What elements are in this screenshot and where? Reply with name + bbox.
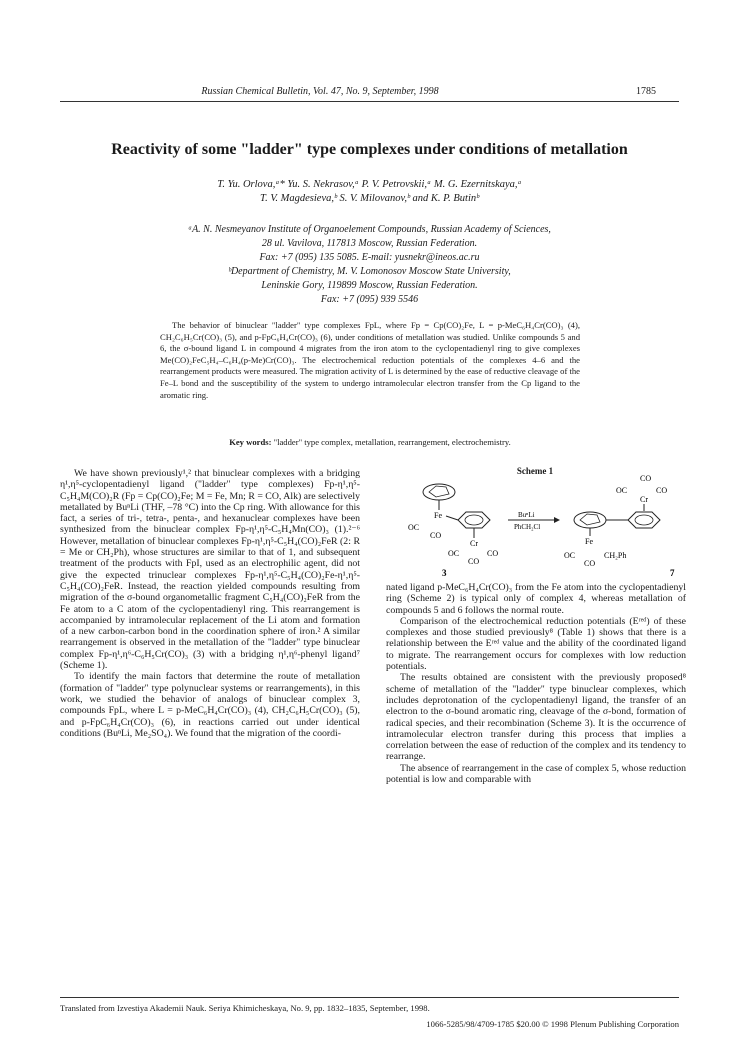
cp-ring-inner	[429, 486, 449, 497]
keywords-text: "ladder" type complex, metallation, rearrangement, electrochemistry.	[273, 437, 511, 447]
paragraph: The absence of rearrangement in the case of complex 5, whose reduction potential is low and comparable with	[386, 762, 686, 786]
co-label: CO	[640, 474, 652, 483]
author-line: T. V. Magdesieva,ᵇ S. V. Milovanov,ᵇ and K. P. Butinᵇ	[260, 193, 479, 204]
compound-7	[564, 474, 675, 578]
affiliation-line: Leninskie Gory, 119899 Moscow, Russian Federation.	[261, 280, 478, 291]
paragraph: We have shown previously¹,² that binuclear complexes with a bridging η¹,η⁵-cyclopentadienyl ligand ("ladder" type complexes) Fp-η¹,η⁵-C₅H₄M(CO)₂R (Fp = Cp(CO)₂Fe; M = Fe, Mn; R = CO, Alk) are selectively metallated by BuⁿLi (THF, –78 °C) into the Cp ring. With allowance for this fact, a series of tri-, tetra-, penta-, and hexanuclear complexes have been synthesized from the binuclear complex Fp-η¹,η⁵-C₅H₄Mn(CO)₃ (1).²⁻⁶ However, metallation of binuclear complexes Fp-η¹,η⁵-C₅H₄(CO)₂FeR (2: R = Me or CH₂Ph), whose structures are similar to that of 1, and subsequent treatment of the products with FpI, used as an electrophilic agent, did not give the expected trinuclear complexes Fp-η¹,η⁵-C₅H₄(CO)₂Fe-η¹,η⁵-C₅H₄(CO)₂FeR. Instead, the reaction yielded compounds resulting from migration of the σ-bound organometallic fragment C₅H₄(CO)₂FeR from the Fe atom to a C atom of the cyclopentadienyl ring. This rearrangement is accompanied by intramolecular replacement of the Li atom and formation of a new carbon-carbon bond in the coordination sphere of iron.² A similar rearrangement is observed in the metallation of the "ladder" type binuclear complex Fp-η¹,η⁶-C₆H₅Cr(CO)₃ (3) with a bridging η¹,η⁶-phenyl ligand⁷ (Scheme 1).	[60, 468, 360, 672]
affiliation-line: ᵃA. N. Nesmeyanov Institute of Organoelement Compounds, Russian Academy of Sciences,	[188, 224, 551, 235]
abstract	[160, 320, 580, 401]
cr-atom: Cr	[640, 495, 648, 504]
reagent-bottom: PhCH₂Cl	[514, 523, 541, 531]
affiliation-line: 28 ul. Vavilova, 117813 Moscow, Russian Federation.	[261, 238, 478, 249]
affiliation-line: ᵇDepartment of Chemistry, M. V. Lomonosov Moscow State University,	[228, 266, 511, 277]
benzene-inner	[635, 515, 653, 525]
right-column	[386, 582, 686, 785]
left-column	[60, 468, 360, 739]
page-number: 1785	[636, 86, 656, 97]
translation-note: Translated from Izvestiya Akademii Nauk. Seriya Khimicheskaya, No. 9, pp. 1832–1835, September, 1998.	[60, 1003, 430, 1013]
keywords	[160, 437, 580, 447]
scheme-1-diagram	[384, 474, 694, 578]
co-label: CO	[430, 531, 442, 540]
header-rule	[60, 101, 679, 102]
benzene-inner	[465, 515, 483, 525]
co-label: CO	[487, 549, 499, 558]
journal-header: Russian Chemical Bulletin, Vol. 47, No. 9, September, 1998	[201, 86, 439, 97]
cr-atom: Cr	[470, 539, 478, 548]
reagent-top: BuⁿLi	[518, 511, 535, 519]
fe-atom: Fe	[434, 511, 442, 520]
keywords-label: Key words:	[229, 437, 272, 447]
co-label: CO	[468, 557, 480, 566]
abstract-text: The behavior of binuclear "ladder" type complexes FpL, where Fp = Cp(CO)₂Fe, L = p-MeC₆H₄Cr(CO)₃ (4), CH₂C₆H₅Cr(CO)₃ (5), and p-FpC₆H₄Cr(CO)₃ (6), under conditions of metallation was studied. Unlike compounds 5 and 6, the σ-bound ligand L in compound 4 migrates from the iron atom to the cyclopentadienyl ring to give complexes Me(CO)₂FeC₅H₄–C₆H₄(p-Me)Cr(CO)₃. The electrochemical reduction potentials of the complexes 4–6 and the rearrangement products were measured. The migration activity of L is determined by the ease of reductive cleavage of the Fe–L bond and the susceptibility of the system to undergo intramolecular electron transfer from the Cp ligand to the aromatic ring.	[160, 320, 580, 400]
affiliation-line: Fax: +7 (095) 135 5085. E-mail: yusnekr@ineos.ac.ru	[259, 252, 480, 263]
footer-rule	[60, 997, 679, 998]
co-label: CO	[584, 559, 596, 568]
oc-label: OC	[408, 523, 420, 532]
copyright-line: 1066-5285/98/4709-1785 $20.00 © 1998 Plenum Publishing Corporation	[426, 1019, 679, 1029]
compound-number: 3	[442, 568, 447, 578]
co-label: CO	[656, 486, 668, 495]
oc-label: OC	[616, 486, 628, 495]
arrow-head	[554, 517, 560, 523]
affiliations	[60, 223, 679, 307]
compound-3	[408, 484, 498, 578]
ch2ph-label: CH₂Ph	[604, 551, 627, 560]
benzene-ring	[628, 512, 660, 528]
benzene-ring	[458, 512, 490, 528]
scheme-title: Scheme 1	[516, 466, 554, 476]
compound-number: 7	[670, 568, 675, 578]
cp-ring-inner	[580, 514, 600, 525]
author-list	[60, 178, 679, 206]
paragraph: The results obtained are consistent with the previously proposed⁸ scheme of metallation of the "ladder" type binuclear complexes, which includes deprotonation of the cyclopentadienyl ligand, the transfer of an electron to the σ-bound aromatic ring, cleavage of the σ-bond, formation of radical species, and their recombination (Scheme 3). It is the occurrence of intramolecular electron transfer during this process that implies a correlation between the ease of reduction of the complex and its tendency to rearrange.	[386, 672, 686, 763]
oc-label: OC	[564, 551, 576, 560]
paragraph: To identify the main factors that determine the route of metallation (formation of "ladder" type polynuclear systems or rearrangements), in this work, we studied the behavior of analogs of binuclear complex 3, compounds FpL, where L = p-MeC₆H₄Cr(CO)₃ (4), CH₂C₆H₅Cr(CO)₃ (5), and p-FpC₆H₄Cr(CO)₃ (6), in reactions carried out under identical conditions (BuⁿLi, Me₂SO₄). We found that the migration of the coordi-	[60, 671, 360, 739]
reaction-arrow	[508, 511, 560, 531]
affiliation-line: Fax: +7 (095) 939 5546	[320, 294, 419, 305]
fe-atom: Fe	[585, 537, 593, 546]
article-title: Reactivity of some "ladder" type complexes under conditions of metallation	[111, 141, 628, 158]
bond	[446, 516, 458, 520]
paragraph: Comparison of the electrochemical reduction potentials (Eʳᵉᵈ) of these complexes and those studied previously⁸ (Table 1) shows that there is a relationship between the Eʳᵉᵈ value and the ability of the coordinated ligand to migrate. The rearrangement occurs for complexes with low reduction potentials.	[386, 615, 686, 673]
author-line: T. Yu. Orlova,ᵃ* Yu. S. Nekrasov,ᵃ P. V. Petrovskii,ᵃ M. G. Ezernitskaya,ᵃ	[217, 179, 522, 190]
oc-label: OC	[448, 549, 460, 558]
paragraph: nated ligand p-MeC₆H₄Cr(CO)₃ from the Fe atom into the cyclopentadienyl ring (Scheme 2) is typical only of complex 4, whereas metallation of compounds 5 and 6 follows the normal route.	[386, 582, 686, 616]
